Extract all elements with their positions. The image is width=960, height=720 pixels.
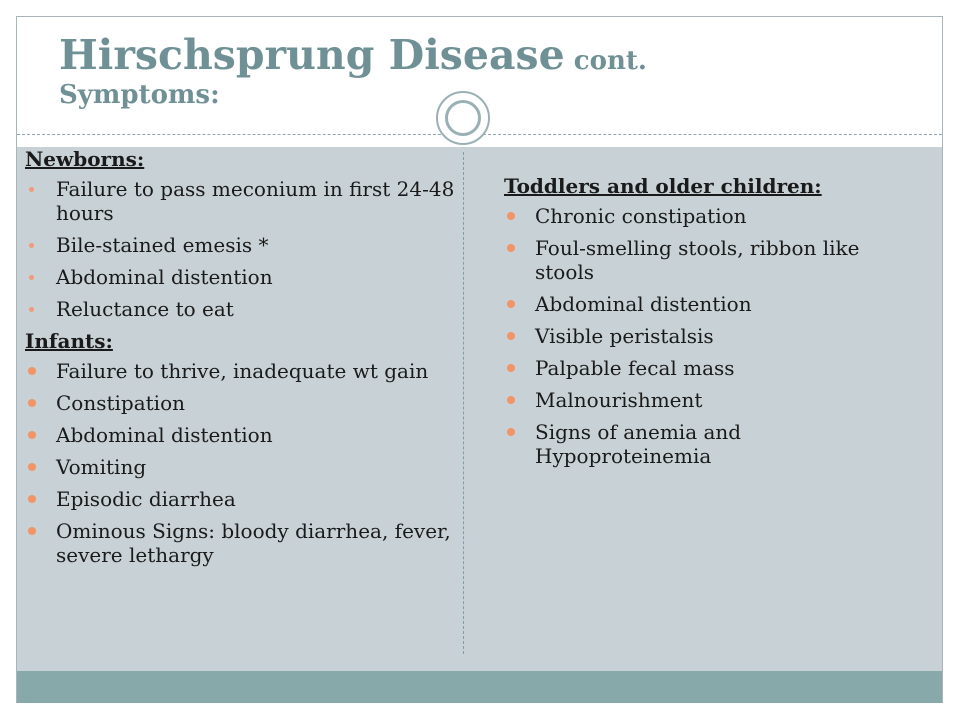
slide-title-main: Hirschsprung Disease	[59, 31, 565, 79]
list-item-text: Visible peristalsis	[535, 324, 714, 348]
bullet-icon	[28, 367, 36, 375]
list-item	[25, 487, 455, 511]
bullet-icon	[28, 399, 36, 407]
list-item-text: Chronic constipation	[535, 204, 747, 228]
list-item-text: Vomiting	[56, 455, 147, 479]
list-item-text: Abdominal distention	[56, 265, 273, 289]
list-item	[25, 391, 455, 415]
decorative-inner-ring-icon	[445, 100, 481, 136]
bullet-icon	[28, 463, 36, 471]
bullet-icon	[507, 428, 515, 436]
bullet-icon	[28, 495, 36, 503]
column-divider	[463, 152, 464, 654]
list-item	[504, 356, 914, 380]
bullet-icon	[507, 300, 515, 308]
list-item	[25, 233, 455, 257]
bullet-icon	[29, 275, 34, 280]
list-item-text: Constipation	[56, 391, 186, 415]
bullet-icon	[507, 212, 515, 220]
list-item-text: Abdominal distention	[56, 423, 273, 447]
slide-title-cont: cont.	[564, 46, 647, 76]
list-item	[25, 265, 455, 289]
list-item-text: Episodic diarrhea	[56, 487, 236, 511]
list-item	[25, 455, 455, 479]
toddlers-list	[504, 204, 914, 468]
left-column	[25, 147, 455, 575]
bullet-icon	[29, 243, 34, 248]
list-item-text: Bile-stained emesis *	[56, 233, 269, 257]
decorative-circle-icon	[436, 91, 490, 145]
footer-band	[17, 671, 942, 703]
list-item	[25, 297, 455, 321]
list-item	[25, 359, 455, 383]
bullet-icon	[29, 187, 34, 192]
list-item-text: Reluctance to eat	[56, 297, 234, 321]
bullet-icon	[507, 332, 515, 340]
newborns-list	[25, 177, 455, 321]
infants-list	[25, 359, 455, 567]
list-item-text: Palpable fecal mass	[535, 356, 735, 380]
bullet-icon	[507, 244, 515, 252]
bullet-icon	[28, 431, 36, 439]
list-item-text: Malnourishment	[535, 388, 703, 412]
infants-heading: Infants:	[25, 329, 113, 353]
list-item	[504, 324, 914, 348]
list-item	[25, 177, 455, 225]
list-item	[504, 236, 914, 284]
list-item-text: Foul-smelling stools, ribbon like stools	[535, 236, 860, 284]
toddlers-heading: Toddlers and older children:	[504, 174, 822, 198]
list-item	[504, 204, 914, 228]
list-item	[25, 519, 455, 567]
bullet-icon	[507, 396, 515, 404]
list-item-text: Abdominal distention	[535, 292, 752, 316]
slide-subtitle: Symptoms:	[59, 80, 220, 110]
list-item-text: Signs of anemia and Hypoproteinemia	[535, 420, 742, 468]
bullet-icon	[29, 307, 34, 312]
list-item-text: Ominous Signs: bloody diarrhea, fever, severe lethargy	[56, 519, 451, 567]
newborns-heading: Newborns:	[25, 147, 145, 171]
list-item	[504, 292, 914, 316]
list-item	[504, 388, 914, 412]
list-item	[25, 423, 455, 447]
bullet-icon	[28, 527, 36, 535]
list-item-text: Failure to pass meconium in first 24-48 hours	[56, 177, 455, 225]
list-item	[504, 420, 914, 468]
list-item-text: Failure to thrive, inadequate wt gain	[56, 359, 429, 383]
bullet-icon	[507, 364, 515, 372]
right-column	[504, 174, 914, 476]
slide-title	[59, 31, 647, 85]
